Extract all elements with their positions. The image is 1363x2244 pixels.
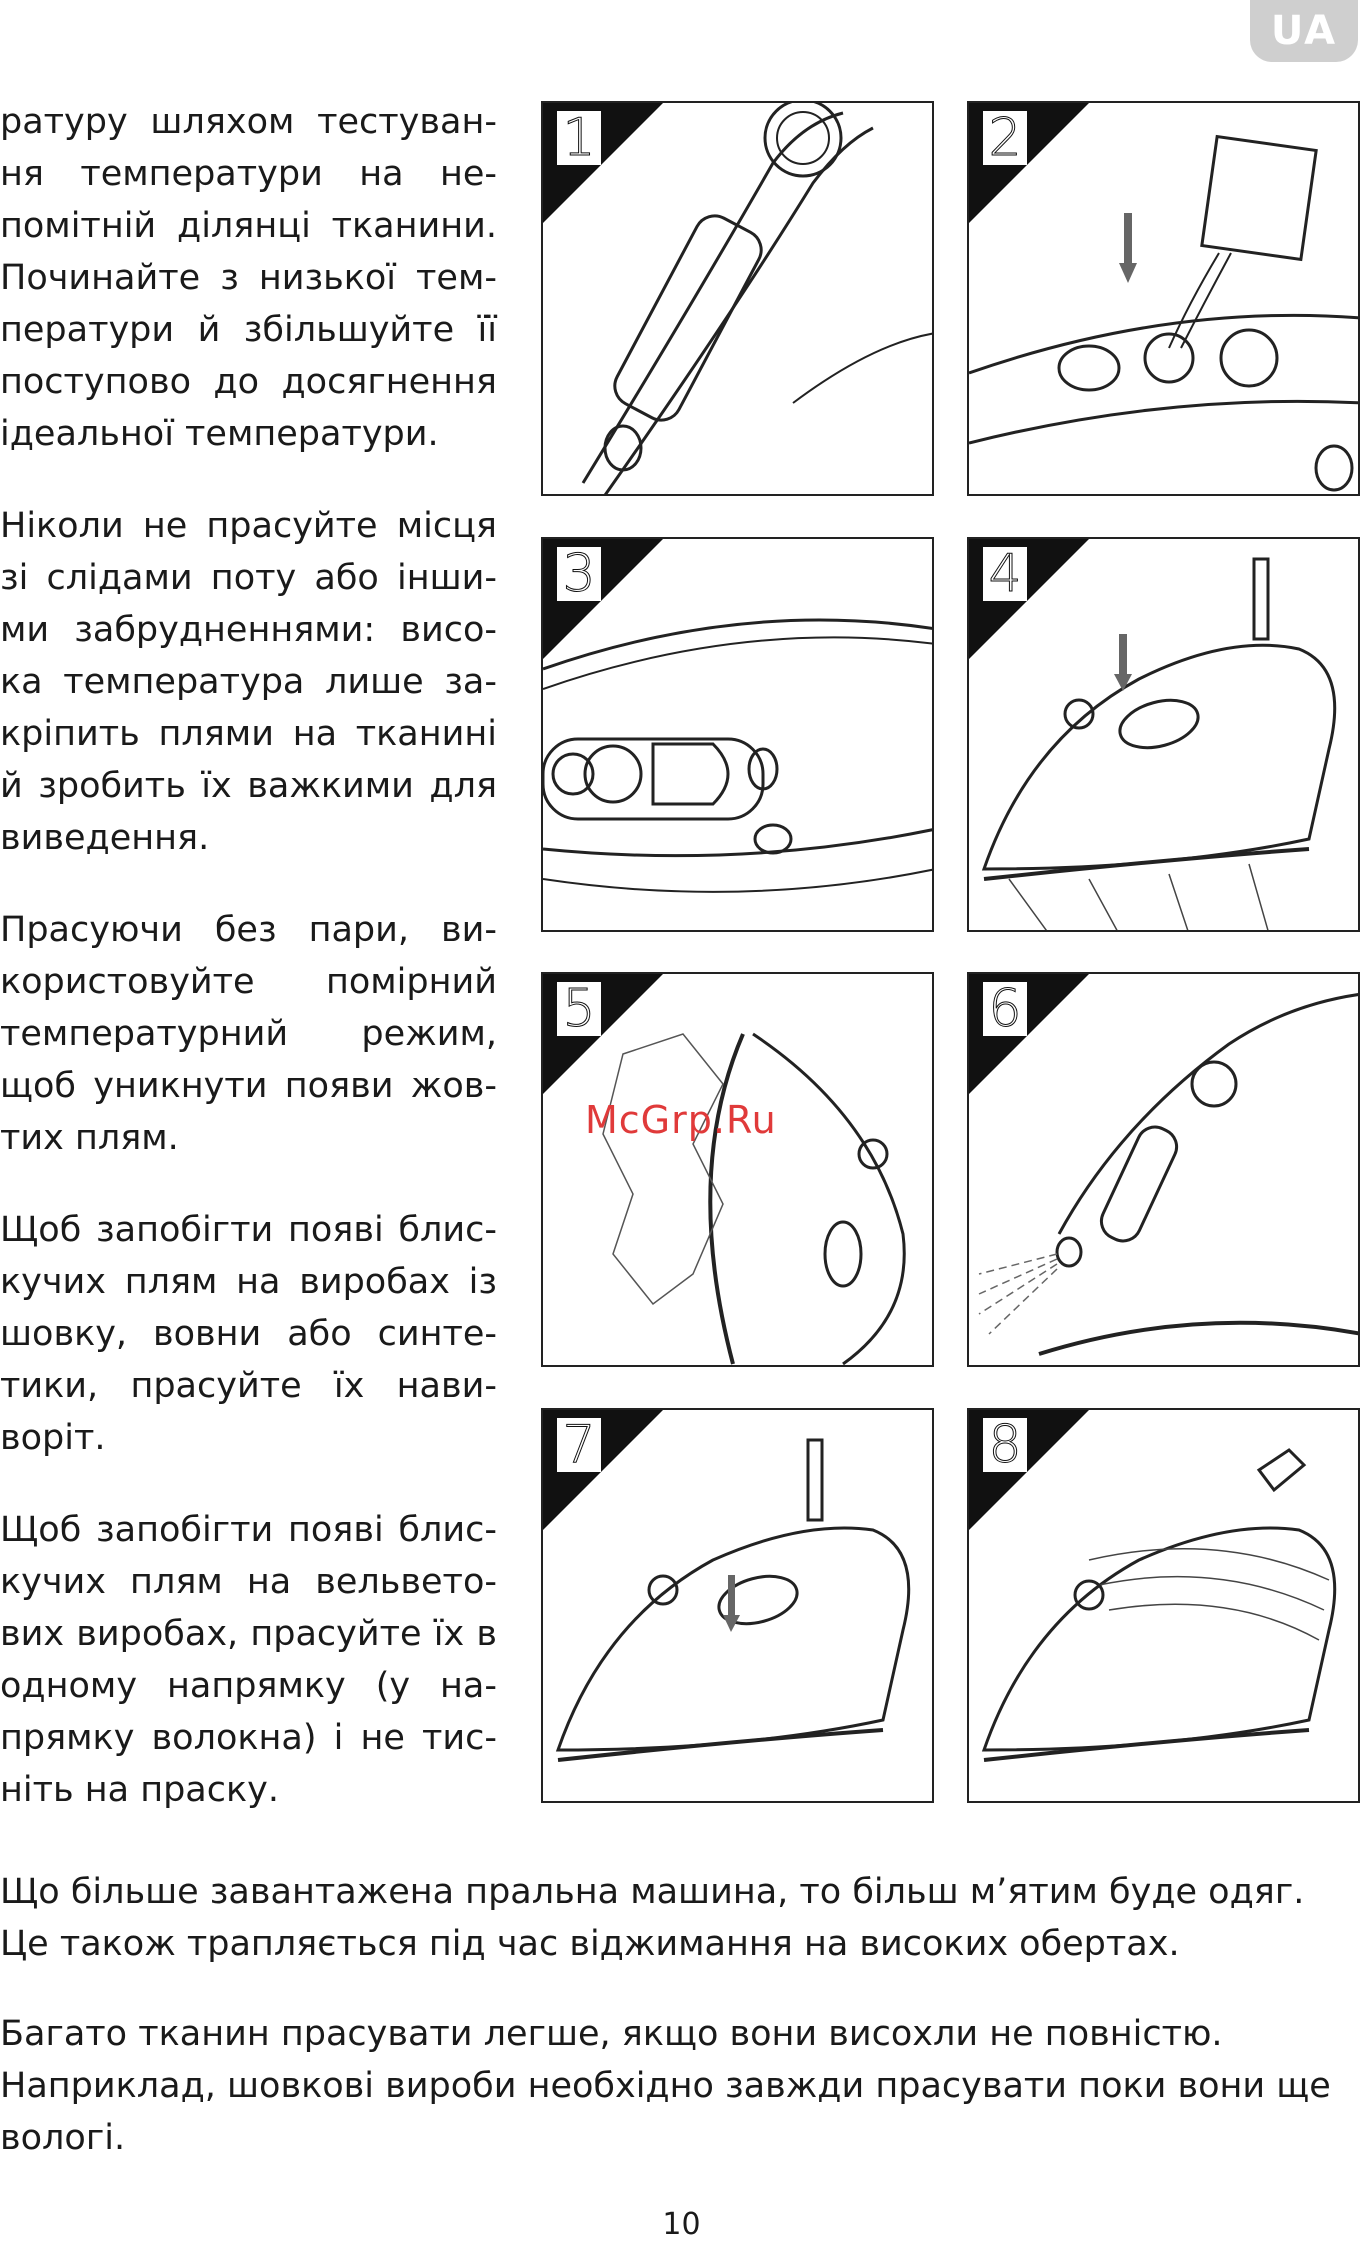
illustration-panel-3 [541, 537, 934, 932]
illustration-panel-7 [541, 1408, 934, 1803]
panel-number: 7 [557, 1418, 601, 1472]
vertical-steam-illustration [543, 974, 934, 1367]
paragraph-1: ратуру шляхом тестуван-ня температури на не-помітній ділянці тканини. Починайте з низької тем-ператури й збільшуйте її поступово до досягнення ідеальної температури. [0, 102, 497, 454]
language-badge: UA [1250, 0, 1358, 62]
steam-burst-illustration [543, 1410, 934, 1803]
paragraph-5: Щоб запобігти появі блис-кучих плям на вельвето-вих виробах, прасуйте їх в одному напрямку (у на-прямку волокна) і не тис-ніть на праску. [0, 1510, 497, 1810]
illustration-panel-2 [967, 101, 1360, 496]
iron-dial-illustration [543, 103, 934, 496]
panel-number: 8 [983, 1418, 1027, 1472]
spray-illustration [969, 974, 1360, 1367]
panel-number: 4 [983, 547, 1027, 601]
paragraph-4: Щоб запобігти появі блис-кучих плям на виробах із шовку, вовни або синте-тики, прасуйте їх нави-воріт. [0, 1210, 497, 1458]
bottom-paragraph-2: Багато тканин прасувати легше, якщо вони висохли не повністю. Наприклад, шовкові вироби необхідно завжди прасувати поки вони ще вологі. [0, 2014, 1331, 2158]
panel-number: 2 [983, 111, 1027, 165]
panel-number: 5 [557, 982, 601, 1036]
left-text-column [0, 96, 497, 1856]
iron-steam-illustration [969, 539, 1360, 932]
illustration-panel-4 [967, 537, 1360, 932]
bottom-text-block [0, 1866, 1360, 2202]
paragraph-2: Ніколи не прасуйте місця зі слідами поту або інши-ми забрудненнями: висо-ка температура лише за-кріпить плями на тканині й зробить їх важкими для виведення. [0, 506, 497, 858]
illustration-panel-6 [967, 972, 1360, 1367]
paragraph-3: Прасуючи без пари, ви-користовуйте помірний температурний режим, щоб уникнути появи жов-тих плям. [0, 910, 497, 1158]
watermark-text: McGrp.Ru [585, 1098, 777, 1142]
page-number: 10 [662, 2207, 701, 2242]
panel-number: 6 [983, 982, 1027, 1036]
unplug-illustration [969, 1410, 1360, 1803]
filling-water-illustration [969, 103, 1360, 496]
illustration-panel-5 [541, 972, 934, 1367]
panel-number: 3 [557, 547, 601, 601]
iron-top-view-illustration [543, 539, 934, 932]
bottom-paragraph-1: Що більше завантажена пральна машина, то більш м’ятим буде одяг. Це також трапляється під час віджимання на високих обертах. [0, 1872, 1305, 1964]
panel-number: 1 [557, 111, 601, 165]
illustration-panel-8 [967, 1408, 1360, 1803]
illustration-panel-1 [541, 101, 934, 496]
